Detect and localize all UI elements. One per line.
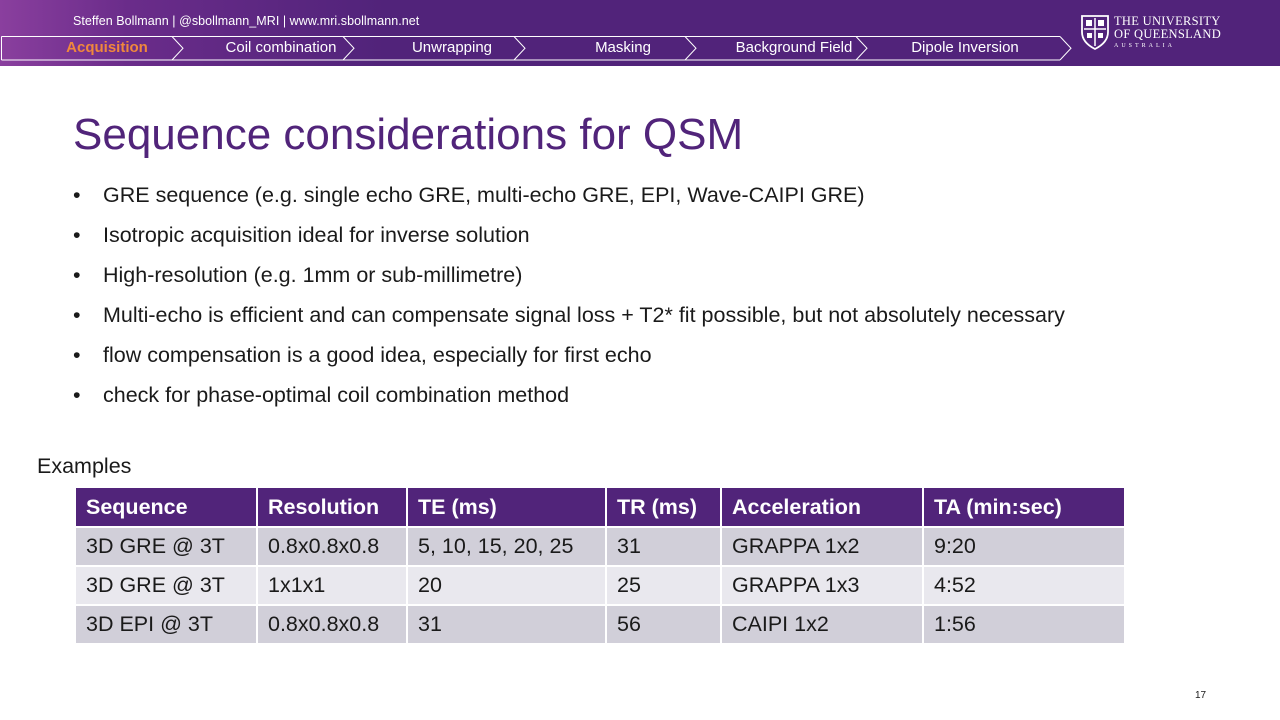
table-cell: 31	[606, 527, 721, 566]
table-cell: 20	[407, 566, 606, 605]
bullet-item	[73, 340, 1253, 380]
bullet-icon: •	[73, 263, 81, 287]
bullet-icon: •	[73, 223, 81, 247]
table-cell: 25	[606, 566, 721, 605]
uq-logo	[1080, 14, 1220, 54]
column-header-te: TE (ms)	[407, 488, 606, 527]
bullet-text: Multi-echo is efficient and can compensate signal loss + T2* fit possible, but not absolutely necessary	[103, 303, 1065, 327]
column-header-resolution: Resolution	[257, 488, 407, 527]
table-cell: CAIPI 1x2	[721, 605, 923, 644]
bullet-item	[73, 300, 1253, 340]
table-cell: 0.8x0.8x0.8	[257, 527, 407, 566]
bullet-item	[73, 180, 1253, 220]
bullet-text: High-resolution (e.g. 1mm or sub-millimetre)	[103, 263, 523, 287]
nav-step-unwrapping[interactable]: Unwrapping	[411, 39, 493, 56]
nav-step-coil-combination[interactable]: Coil combination	[225, 39, 337, 56]
table-row	[76, 527, 1125, 566]
page-number: 17	[1195, 690, 1207, 701]
bullet-icon: •	[73, 343, 81, 367]
logo-line-3: AUSTRALIA	[1114, 43, 1175, 49]
table-cell: 31	[407, 605, 606, 644]
table-cell: 9:20	[923, 527, 1125, 566]
logo-line-1: THE UNIVERSITY	[1114, 14, 1221, 28]
bullet-item	[73, 380, 1253, 420]
nav-step-dipole-inversion[interactable]: Dipole Inversion	[911, 39, 1019, 56]
bullet-text: flow compensation is a good idea, especially for first echo	[103, 343, 652, 367]
progress-nav	[1, 36, 1071, 60]
bullet-icon: •	[73, 383, 81, 407]
table-cell: 3D GRE @ 3T	[76, 566, 257, 605]
table-cell: 1x1x1	[257, 566, 407, 605]
examples-label: Examples	[37, 454, 132, 478]
table-cell: 5, 10, 15, 20, 25	[407, 527, 606, 566]
bullet-item	[73, 220, 1253, 260]
table-row	[76, 605, 1125, 644]
table-row	[76, 566, 1125, 605]
bullet-text: Isotropic acquisition ideal for inverse solution	[103, 223, 530, 247]
slide-header	[0, 0, 1280, 66]
column-header-sequence: Sequence	[76, 488, 257, 527]
bullet-icon: •	[73, 183, 81, 207]
table-cell: 0.8x0.8x0.8	[257, 605, 407, 644]
uq-crest-icon	[1080, 14, 1110, 50]
bullet-icon: •	[73, 303, 81, 327]
nav-step-masking[interactable]: Masking	[595, 39, 651, 56]
table-cell: GRAPPA 1x3	[721, 566, 923, 605]
table-cell: 3D GRE @ 3T	[76, 527, 257, 566]
table-header-row	[76, 488, 1125, 527]
table-cell: GRAPPA 1x2	[721, 527, 923, 566]
bullet-list	[73, 180, 1253, 420]
column-header-tr: TR (ms)	[606, 488, 721, 527]
column-header-ta: TA (min:sec)	[923, 488, 1125, 527]
bullet-item	[73, 260, 1253, 300]
bullet-text: GRE sequence (e.g. single echo GRE, multi-echo GRE, EPI, Wave-CAIPI GRE)	[103, 183, 865, 207]
slide-title: Sequence considerations for QSM	[73, 110, 744, 159]
nav-step-acquisition[interactable]: Acquisition	[66, 39, 148, 56]
examples-table	[76, 488, 1126, 645]
bullet-text: check for phase-optimal coil combination method	[103, 383, 570, 407]
nav-step-background-field[interactable]: Background Field	[735, 39, 853, 56]
table-cell: 3D EPI @ 3T	[76, 605, 257, 644]
table-cell: 4:52	[923, 566, 1125, 605]
table-cell: 1:56	[923, 605, 1125, 644]
column-header-acceleration: Acceleration	[721, 488, 923, 527]
logo-line-2: OF QUEENSLAND	[1114, 27, 1222, 41]
author-line: Steffen Bollmann | @sbollmann_MRI | www.mri.sbollmann.net	[73, 14, 420, 28]
table-cell: 56	[606, 605, 721, 644]
